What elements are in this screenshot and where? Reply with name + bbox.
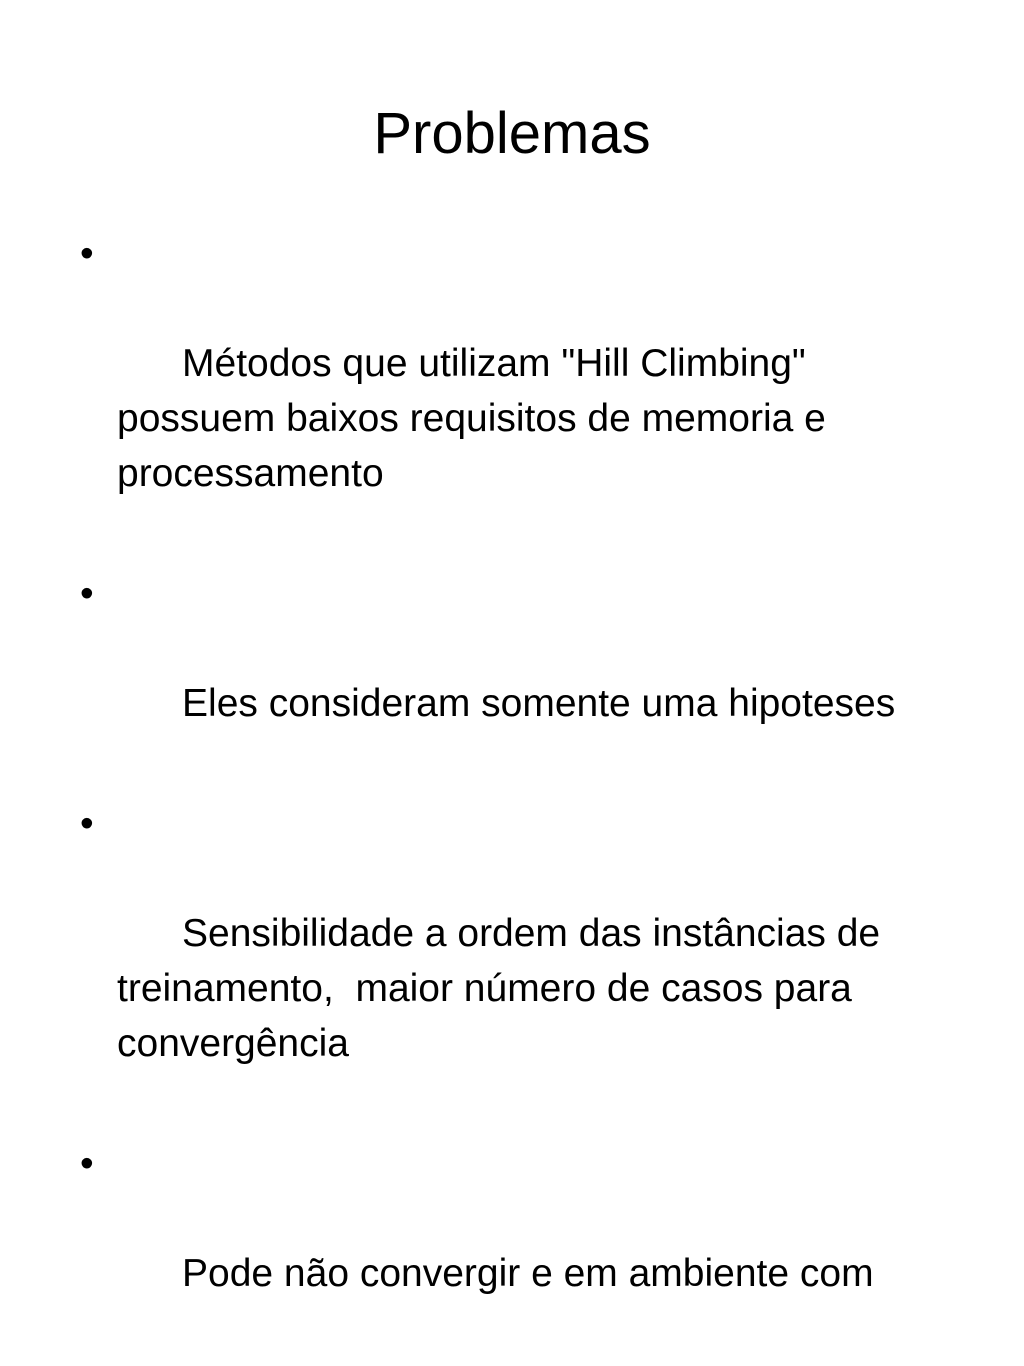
bullet-dot-icon: • [80,1142,94,1185]
bullet-list [80,226,960,1366]
bullet-item-4 [80,1136,960,1356]
bullet-text-4: Pode não convergir e em ambiente com [182,1252,874,1295]
bullet-dot-icon: • [80,802,94,845]
bullet-item-2 [80,566,960,786]
bullet-text-1: Métodos que utilizam "Hill Climbing" possuem baixos requisitos de memoria e processamento [117,342,837,495]
bullet-item-1 [80,226,960,556]
slide-title: Problemas [373,101,651,166]
bullet-text-2: Eles consideram somente uma hipoteses [182,682,896,725]
bullet-dot-icon: • [80,572,94,615]
bullet-item-3 [80,796,960,1126]
bullet-dot-icon: • [80,232,94,275]
bullet-text-3: Sensibilidade a ordem das instâncias de treinamento, maior número de casos para convergência [117,912,891,1065]
